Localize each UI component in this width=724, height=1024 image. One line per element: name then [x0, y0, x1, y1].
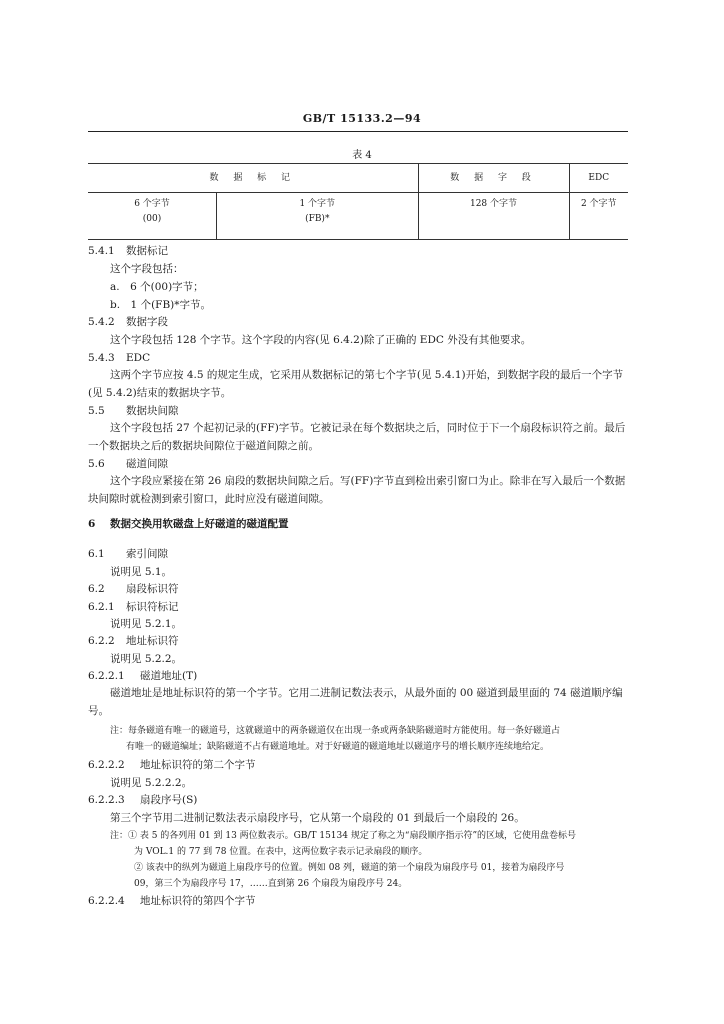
section-heading-6-2-2: 6.2.2 地址标识符	[88, 635, 179, 647]
section-heading-6-1: 6.1 索引间隙	[88, 548, 168, 560]
section-heading-5-4-1: 5.4.1 数据标记	[88, 245, 168, 257]
section-heading-5-5: 5.5 数据块间隙	[88, 405, 179, 417]
section-heading-6-2-1: 6.2.1 标识符标记	[88, 601, 179, 613]
header-rule	[88, 131, 628, 132]
note-text: 09，第三个为扇段序号 17，……直到第 26 个扇段为扇段序号 24。	[134, 879, 408, 889]
body-paragraph: 磁道地址是地址标识符的第一个字节。它用二进制记数法表示，从最外面的 00 磁道到最里面的 74 磁道顺序编号。	[88, 687, 623, 717]
body-text: 说明见 5.2.2.2。	[110, 777, 193, 789]
section-heading-6-2-2-1: 6.2.2.1 磁道地址(T)	[88, 670, 198, 682]
cell-line: 2 个字节	[580, 199, 617, 209]
table-header-cell: 数 据 标 记	[88, 164, 418, 193]
note-text: ② 该表中的纵列为磁道上扇段序号的位置。例如 08 列，磁道的第一个扇段为扇段序号 01，接着为扇段序号	[134, 863, 565, 873]
section-heading-6-2-2-2: 6.2.2.2 地址标识符的第二个字节	[88, 759, 256, 771]
table-cell	[418, 193, 569, 240]
table-row	[88, 193, 628, 240]
section-heading-6-2-2-3: 6.2.2.3 扇段序号(S)	[88, 794, 198, 806]
list-item: a. 6 个(00)字节；	[110, 281, 204, 293]
note-text: 为 VOL.1 的 77 到 78 位置。在表中，这两位数字表示记录扇段的顺序。	[134, 847, 428, 857]
note-text: 注：① 表 5 的各列用 01 到 13 两位数表示。GB/T 15134 规定了称之为“扇段顺序指示符”的区域，它使用盘卷标号	[110, 831, 577, 841]
cell-line: 6 个字节	[134, 199, 170, 209]
section-heading-5-4-3: 5.4.3 EDC	[88, 352, 151, 364]
chapter-heading-6: 6 数据交换用软磁盘上好磁道的磁道配置	[88, 518, 289, 530]
body-text: 这个字段包括：	[110, 263, 184, 275]
section-heading-6-2: 6.2 扇段标识符	[88, 583, 179, 595]
table-cell	[88, 193, 217, 240]
section-heading-5-4-2: 5.4.2 数据字段	[88, 316, 168, 328]
note-text: 有唯一的磁道编址；缺陷磁道不占有磁道地址。对于好磁道的磁道地址以磁道序号的增长顺序连续地给定。	[126, 742, 550, 752]
list-item: b. 1 个(FB)*字节。	[110, 299, 212, 311]
table-cell	[217, 193, 419, 240]
table-caption: 表 4	[352, 150, 372, 161]
cell-line: 128 个字节	[469, 199, 518, 209]
cell-line: (00)	[142, 214, 162, 224]
cell-line: 1 个字节	[299, 199, 336, 209]
section-heading-6-2-2-4: 6.2.2.4 地址标识符的第四个字节	[88, 895, 256, 907]
body-text: 说明见 5.2.2。	[110, 653, 183, 665]
table-4	[88, 163, 628, 240]
section-heading-5-6: 5.6 磁道间隙	[88, 458, 168, 470]
body-text: 这个字段包括 128 个字节。这个字段的内容(见 6.4.2)除了正确的 EDC 外没有其他要求。	[110, 334, 532, 346]
body-paragraph: 这两个字节应按 4.5 的规定生成，它采用从数据标记的第七个字节(见 5.4.1)开始，到数据字段的最后一个字节(见 5.4.2)结束的数据块字节。	[88, 369, 624, 399]
table-header-cell: EDC	[569, 164, 628, 193]
body-text: 第三个字节用二进制记数法表示扇段序号，它从第一个扇段的 01 到最后一个扇段的 26。	[110, 812, 525, 824]
cell-line: (FB)*	[305, 214, 330, 224]
table-header-row	[88, 164, 628, 193]
body-text: 说明见 5.2.1。	[110, 618, 183, 630]
body-paragraph: 这个字段应紧接在第 26 扇段的数据块间隙之后。写(FF)字节直到检出索引窗口为止。除非在写入最后一个数据块间隙时就检测到索引窗口，此时应没有磁道间隙。	[88, 475, 626, 505]
page-header-code: GB/T 15133.2—94	[302, 112, 422, 125]
body-text: 说明见 5.1。	[110, 566, 173, 578]
table-header-cell: 数 据 字 段	[418, 164, 569, 193]
note-text: 注：每条磁道有唯一的磁道号，这就磁道中的两条磁道仅在出现一条或两条缺陷磁道时方能使用。每一条好磁道占	[110, 726, 561, 736]
table-cell	[569, 193, 628, 240]
body-paragraph: 这个字段包括 27 个起初记录的(FF)字节。它被记录在每个数据块之后，同时位于下一个扇段标识符之前。最后一个数据块之后的数据块间隙位于磁道间隙之前。	[88, 422, 626, 452]
